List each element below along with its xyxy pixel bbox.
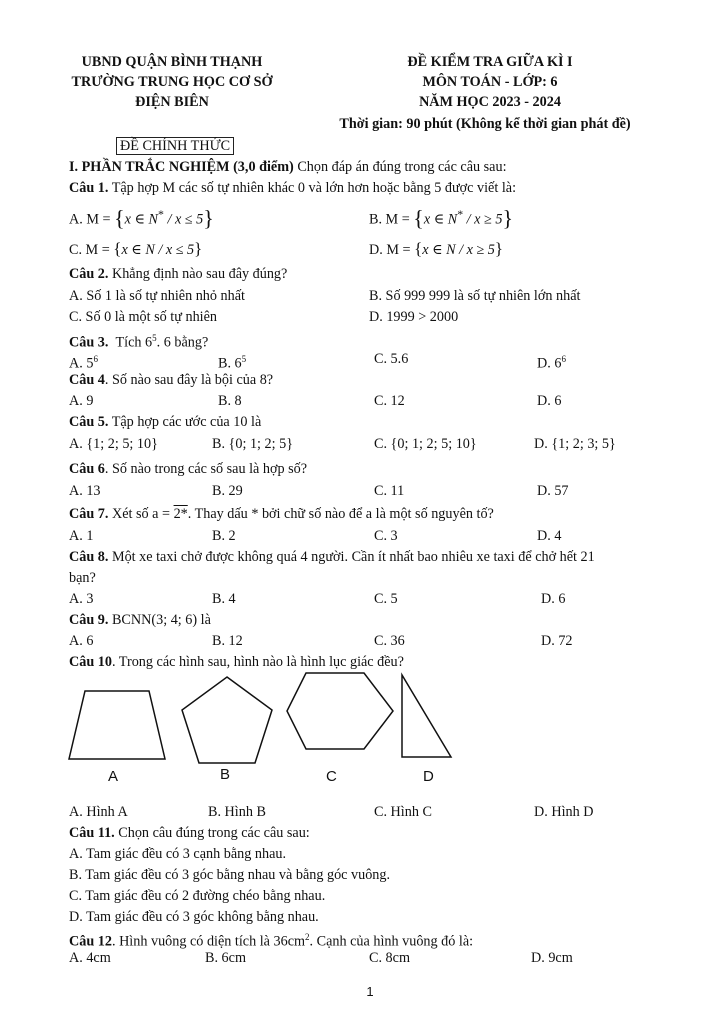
brace-left: { [114,205,125,231]
exponent: 5 [152,333,157,343]
option-6c: C. 11 [374,483,405,499]
set-cond: / x ≥ 5 [455,242,495,258]
option-6d: D. 57 [537,483,569,499]
option-9c: C. 36 [374,633,405,649]
question-label: Câu 7. [69,506,109,522]
set-expr: x ∈ N [423,211,458,228]
figure-label-b: B [220,766,231,783]
overlined-number: 2* [173,506,188,522]
question-text: . Số nào sau đây là bội của 8? [104,372,274,388]
question-label: Câu 12 [69,933,112,950]
option-8b: B. 4 [212,591,236,607]
brace-left: { [113,239,122,258]
option-10a: A. Hình A [69,804,128,820]
question-8-cont: bạn? [69,570,96,586]
option-8c: C. 5 [374,591,398,607]
exam-year: NĂM HỌC 2023 - 2024 [419,94,561,110]
exam-subject: MÔN TOÁN - LỚP: 6 [422,74,558,90]
option-7d: D. 4 [537,528,562,544]
school-name: ĐIỆN BIÊN [135,94,209,110]
set-expr: x ∈ N [422,242,456,258]
school-type: TRƯỜNG TRUNG HỌC CƠ SỞ [71,74,273,90]
question-text: . Số nào trong các số sau là hợp số? [104,461,308,477]
question-11 [69,825,310,842]
brace-right: } [502,205,513,231]
option-4c: C. 12 [374,393,405,409]
option-11c: C. Tam giác đều có 2 đường chéo bằng nhau. [69,888,326,904]
brace-right: } [203,205,214,231]
question-text: Chọn câu đúng trong các câu sau: [118,825,310,841]
set-cond: / x ≤ 5 [154,242,195,258]
option-12b: B. 6cm [205,950,246,966]
option-9b: B. 12 [212,633,243,649]
option-2c: C. Số 0 là một số tự nhiên [69,309,217,325]
brace-right: } [194,239,203,258]
question-label: Câu 5. [69,414,109,430]
option-2b: B. Số 999 999 là số tự nhiên lớn nhất [369,288,581,304]
trapezoid-shape [69,691,165,759]
question-label: Câu 3. [69,334,109,351]
option-12a: A. 4cm [69,950,111,966]
question-label: Câu 10 [69,654,112,670]
option-12c: C. 8cm [369,950,410,966]
set-cond: / x ≥ 5 [463,211,503,228]
question-text: Xét số a = [111,506,174,522]
question-text-end: . Cạnh của hình vuông đó là: [309,933,474,950]
option-10b: B. Hình B [208,804,266,820]
exam-title: ĐỀ KIỂM TRA GIỮA KÌ I [407,54,573,70]
option-prefix: C. M = [69,242,114,258]
set-star: * [157,207,164,221]
brace-left: { [414,239,423,258]
question-text: Khẳng định nào sau đây đúng? [111,266,288,282]
question-text: Tích 6 [115,334,153,351]
option-10c: C. Hình C [374,804,432,820]
option-10d: D. Hình D [534,804,594,820]
exponent: 5 [241,354,247,364]
option-9a: A. 6 [69,633,94,649]
section-instruction: Chọn đáp án đúng trong các câu sau: [297,159,507,175]
option-5c: C. {0; 1; 2; 5; 10} [374,436,477,452]
question-text: Tập hợp các ước của 10 là [111,414,262,430]
exponent: 6 [93,354,98,364]
question-text-end: . 6 bằng? [156,334,209,351]
question-label: Câu 6 [69,461,105,477]
option-12d: D. 9cm [531,950,573,966]
exam-time: Thời gian: 90 phút (Không kể thời gian phát đề) [339,116,631,132]
question-text: . Hình vuông có diện tích là 36cm [111,933,306,950]
option-4a: A. 9 [69,393,94,409]
question-label: Câu 11. [69,825,115,841]
question-text: . Trong các hình sau, hình nào là hình lục giác đều? [111,654,404,670]
figure-label-c: C [326,768,337,785]
question-label: Câu 1. [69,180,109,196]
option-2a: A. Số 1 là số tự nhiên nhỏ nhất [69,288,245,304]
option-base: D. 6 [537,355,562,372]
section-title: I. PHẦN TRẮC NGHIỆM (3,0 điểm) [69,159,294,175]
option-2d: D. 1999 > 2000 [369,309,459,325]
option-8d: D. 6 [541,591,566,607]
option-7c: C. 3 [374,528,398,544]
question-text-end: . Thay dấu * bởi chữ số nào để a là một số nguyên tố? [187,506,494,522]
set-star: * [457,207,464,221]
pentagon-shape [182,677,272,763]
option-11b: B. Tam giác đều có 3 góc bằng nhau và bằng góc vuông. [69,867,391,883]
question-text: BCNN(3; 4; 6) là [111,612,211,628]
question-label: Câu 9. [69,612,109,628]
option-11a: A. Tam giác đều có 3 cạnh bằng nhau. [69,846,287,862]
option-6a: A. 13 [69,483,101,499]
question-text: Tập hợp M các số tự nhiên khác 0 và lớn hơn hoặc bằng 5 được viết là: [111,180,517,196]
brace-left: { [413,205,424,231]
option-5a: A. {1; 2; 5; 10} [69,436,158,452]
option-prefix: D. M = [369,242,415,258]
exponent: 6 [561,354,566,364]
set-expr: x ∈ N [124,211,158,228]
option-8a: A. 3 [69,591,94,607]
option-7b: B. 2 [212,528,236,544]
option-6b: B. 29 [212,483,243,499]
option-11d: D. Tam giác đều có 3 góc không bằng nhau. [69,909,319,925]
official-stamp: ĐỀ CHÍNH THỨC [116,137,234,155]
question-label: Câu 8. [69,549,109,565]
brace-right: } [494,239,504,258]
set-expr: x ∈ N [121,242,155,258]
option-7a: A. 1 [69,528,94,544]
figure-label-d: D [423,768,434,785]
school-district: UBND QUẬN BÌNH THẠNH [81,54,263,70]
set-cond: / x ≤ 5 [163,211,204,228]
option-base: A. 5 [69,355,94,372]
option-base: C. 5.6 [374,351,409,367]
option-5b: B. {0; 1; 2; 5} [212,436,294,452]
option-9d: D. 72 [541,633,573,649]
option-base: B. 6 [218,355,242,372]
option-5d: D. {1; 2; 3; 5} [534,436,616,452]
option-4d: D. 6 [537,393,562,409]
option-4b: B. 8 [218,393,242,409]
hexagon-shape [287,673,393,749]
option-prefix: B. M = [369,211,414,228]
question-12 [69,929,473,951]
option-prefix: A. M = [69,211,115,228]
question-label: Câu 4 [69,372,105,388]
page-number: 1 [366,984,374,999]
figure-label-a: A [108,768,119,785]
triangle-shape [402,675,451,757]
question-text: Một xe taxi chở được không quá 4 người. Cần ít nhất bao nhiêu xe taxi để chở hết 21 [111,549,595,565]
question-label: Câu 2. [69,266,109,282]
exponent: 2 [305,932,310,942]
